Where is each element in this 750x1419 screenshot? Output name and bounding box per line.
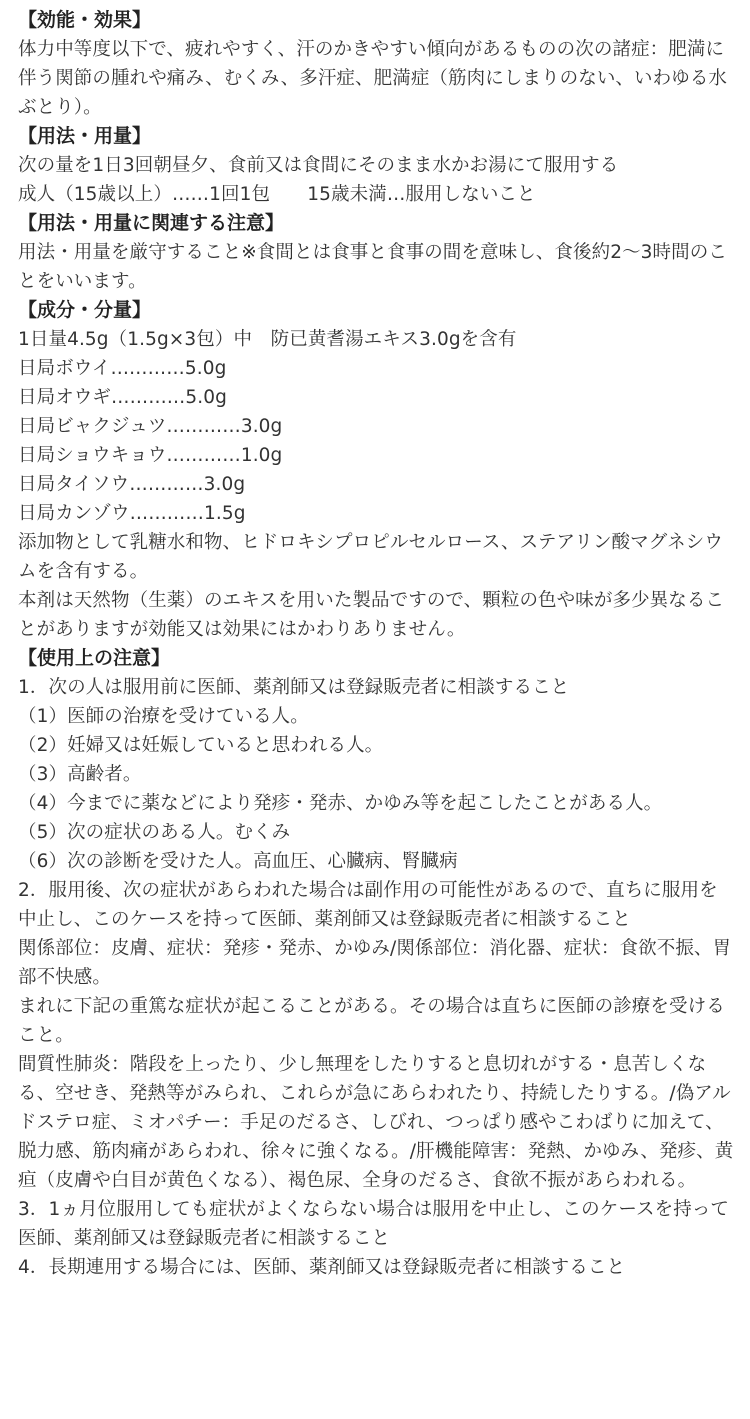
text-line: 本剤は天然物（生薬）のエキスを用いた製品ですので、顆粒の色や味が多少異なることがありますが効能又は効果にはかわりありません。 <box>18 590 725 640</box>
text-line: （2）妊婦又は妊娠していると思われる人。 <box>18 735 384 756</box>
text-line: 用法・用量を厳守すること※食間とは食事と食事の間を意味し、食後約2～3時間のことをいいます。 <box>18 242 727 292</box>
text-line: 日局オウギ…………5.0g <box>18 387 227 408</box>
text-line: 次の量を1日3回朝昼夕、食前又は食間にそのまま水かお湯にて服用する <box>18 155 619 176</box>
text-line: 関係部位：皮膚、症状：発疹・発赤、かゆみ/関係部位：消化器、症状：食欲不振、胃部不快感。 <box>18 938 732 988</box>
text-line: 2．服用後、次の症状があらわれた場合は副作用の可能性があるので、直ちに服用を中止し、このケースを持って医師、薬剤師又は登録販売者に相談すること <box>18 880 718 930</box>
text-line: 1日量4.5g（1.5g×3包）中 防已黄耆湯エキス3.0gを含有 <box>18 329 517 350</box>
section-heading: 【効能・効果】 <box>18 9 152 31</box>
section-4 <box>18 296 736 644</box>
text-line: 成人（15歳以上）……1回1包 15歳未満…服用しないこと <box>18 184 536 205</box>
section-5 <box>18 644 736 1282</box>
section-heading: 【成分・分量】 <box>18 299 152 321</box>
text-line: 日局カンゾウ…………1.5g <box>18 503 246 524</box>
text-line: （5）次の症状のある人。むくみ <box>18 822 291 843</box>
section-1 <box>18 6 736 122</box>
text-line: まれに下記の重篤な症状が起こることがある。その場合は直ちに医師の診療を受けること。 <box>18 996 725 1046</box>
text-line: 日局ビャクジュツ…………3.0g <box>18 416 283 437</box>
text-line: 間質性肺炎：階段を上ったり、少し無理をしたりすると息切れがする・息苦しくなる、空せき、発熱等がみられ、これらが急にあらわれたり、持続したりする。/偽アルドステロ症、ミオパチー：手足のだるさ、しびれ、つっぱり感やこわばりに加えて、脱力感、筋肉痛があらわれ、徐々に強くなる。/肝機能障害：発熱、かゆみ、発疹、黄疸（皮膚や白目が黄色くなる）、褐色尿、全身のだるさ、食欲不振があらわれる。 <box>18 1054 734 1191</box>
text-line: 添加物として乳糖水和物、ヒドロキシプロピルセルロース、ステアリン酸マグネシウムを含有する。 <box>18 532 723 582</box>
section-heading: 【使用上の注意】 <box>18 647 171 669</box>
text-line: 4．長期連用する場合には、医師、薬剤師又は登録販売者に相談すること <box>18 1257 626 1278</box>
section-heading: 【用法・用量に関連する注意】 <box>18 212 285 234</box>
text-line: 1．次の人は服用前に医師、薬剤師又は登録販売者に相談すること <box>18 677 570 698</box>
text-line: 日局タイソウ…………3.0g <box>18 474 246 495</box>
text-line: （4）今までに薬などにより発疹・発赤、かゆみ等を起こしたことがある人。 <box>18 793 663 814</box>
text-line: （1）医師の治療を受けている人。 <box>18 706 309 727</box>
section-2 <box>18 122 736 209</box>
section-3 <box>18 209 736 296</box>
text-line: 日局ショウキョウ…………1.0g <box>18 445 283 466</box>
text-line: 日局ボウイ…………5.0g <box>18 358 227 379</box>
section-heading: 【用法・用量】 <box>18 125 152 147</box>
text-line: （6）次の診断を受けた人。高血圧、心臓病、腎臓病 <box>18 851 458 872</box>
text-line: （3）高齢者。 <box>18 764 142 785</box>
text-line: 体力中等度以下で、疲れやすく、汗のかきやすい傾向があるものの次の諸症：肥満に伴う関節の腫れや痛み、むくみ、多汗症、肥満症（筋肉にしまりのない、いわゆる水ぶとり）。 <box>18 39 728 118</box>
text-line: 3．1ヵ月位服用しても症状がよくならない場合は服用を中止し、このケースを持って医師、薬剤師又は登録販売者に相談すること <box>18 1199 730 1249</box>
